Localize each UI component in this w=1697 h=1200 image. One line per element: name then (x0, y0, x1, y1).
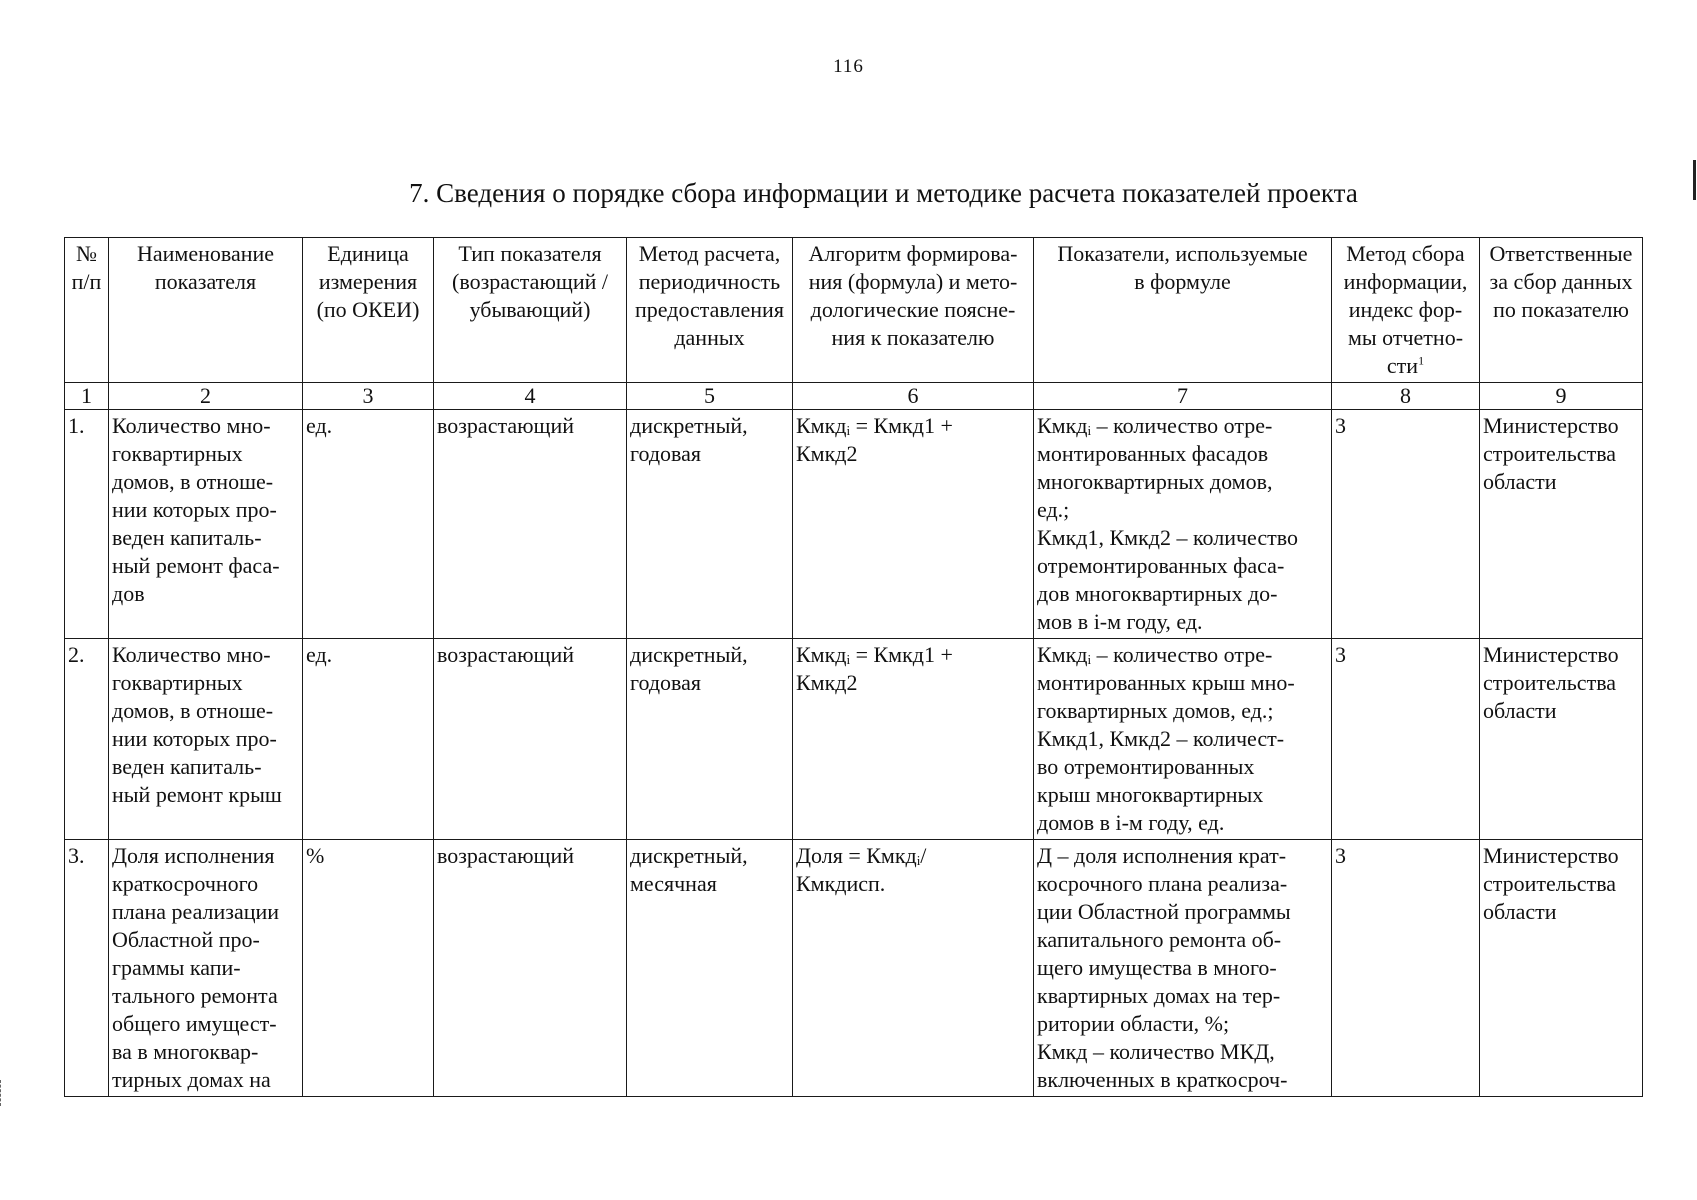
header-responsible-line: по показателю (1493, 297, 1629, 322)
responsible-cell-line: области (1483, 899, 1557, 924)
vars-cell-line: косрочного плана реализа- (1037, 871, 1288, 896)
type-cell: возрастающий (434, 639, 627, 840)
vars-cell-line: Кмкд – количество МКД, (1037, 1039, 1275, 1064)
row-number: 3. (65, 840, 109, 1097)
header-type-line: убывающий) (469, 297, 591, 322)
method-cell (627, 410, 793, 639)
scan-edge-mark (1693, 160, 1696, 200)
header-vars (1034, 238, 1332, 383)
indicator-name-line: Доля исполнения (112, 843, 275, 868)
responsible-cell (1480, 639, 1643, 840)
column-number: 1 (65, 383, 109, 410)
vars-cell-line: домов в i-м году, ед. (1037, 810, 1225, 835)
responsible-cell (1480, 410, 1643, 639)
formula-cell-line: Кмкдисп. (796, 871, 886, 896)
header-method-line: периодичность (638, 269, 781, 294)
indicator-name-line: плана реализации (112, 899, 280, 924)
column-number: 6 (793, 383, 1034, 410)
indicator-name-line: ный ремонт крыш (112, 782, 282, 807)
footnote-mark: 1 (1418, 353, 1425, 368)
header-method-line: предоставления (635, 297, 784, 322)
column-number-row (65, 383, 1643, 410)
indicator-name-line: ный ремонт фаса- (112, 553, 280, 578)
method-cell (627, 840, 793, 1097)
header-unit-line: (по ОКЕИ) (316, 297, 420, 322)
indicator-name-line: ва в многоквар- (112, 1039, 259, 1064)
collection-cell: 3 (1332, 639, 1480, 840)
section-title: 7. Сведения о порядке сбора информации и методике расчета показателей проекта (409, 178, 1358, 208)
vars-cell (1034, 840, 1332, 1097)
indicator-name-line: веден капиталь- (112, 525, 262, 550)
responsible-cell (1480, 840, 1643, 1097)
vars-cell-line: многоквартирных домов, (1037, 469, 1273, 494)
vars-cell-line: монтированных фасадов (1037, 441, 1269, 466)
column-number: 7 (1034, 383, 1332, 410)
page-number: 116 (833, 56, 864, 77)
header-type (434, 238, 627, 383)
header-method (627, 238, 793, 383)
header-unit (303, 238, 434, 383)
responsible-cell-line: области (1483, 698, 1557, 723)
indicator-name (109, 410, 303, 639)
vars-cell-line: щего имущества в много- (1037, 955, 1277, 980)
method-cell-line: дискретный, (630, 413, 748, 438)
vars-cell-line: мов в i-м году, ед. (1037, 609, 1203, 634)
vars-cell-line: Кмкдᵢ – количество отре- (1037, 413, 1273, 438)
indicator-name-line: домов, в отноше- (112, 469, 274, 494)
method-cell (627, 639, 793, 840)
vars-cell-line: гоквартирных домов, ед.; (1037, 698, 1274, 723)
unit-cell: ед. (303, 639, 434, 840)
header-formula-line: Алгоритм формирова- (808, 241, 1018, 266)
vars-cell-line: квартирных домах на тер- (1037, 983, 1281, 1008)
unit-cell: % (303, 840, 434, 1097)
indicators-table (64, 237, 1643, 1097)
indicator-name-line: общего имущест- (112, 1011, 277, 1036)
responsible-cell-line: области (1483, 469, 1557, 494)
indicator-name-line: Количество мно- (112, 642, 271, 667)
method-cell-line: годовая (630, 670, 702, 695)
scan-margin-tick (0, 1080, 4, 1106)
header-collection-line: информации, (1343, 269, 1468, 294)
header-responsible (1480, 238, 1643, 383)
collection-cell: 3 (1332, 410, 1480, 639)
indicator-name-line: краткосрочного (112, 871, 259, 896)
vars-cell-line: во отремонтированных (1037, 754, 1255, 779)
column-number: 2 (109, 383, 303, 410)
responsible-cell-line: строительства (1483, 871, 1617, 896)
header-collection (1332, 238, 1480, 383)
header-formula-line: дологические поясне- (810, 297, 1016, 322)
header-name (109, 238, 303, 383)
table-row (65, 639, 1643, 840)
vars-cell-line: отремонтированных фаса- (1037, 553, 1285, 578)
indicator-name-line: домов, в отноше- (112, 698, 274, 723)
header-method-line: данных (674, 325, 745, 350)
indicator-name (109, 639, 303, 840)
indicator-name (109, 840, 303, 1097)
indicator-name-line: дов (112, 581, 145, 606)
vars-cell-line: ции Областной программы (1037, 899, 1291, 924)
type-cell: возрастающий (434, 840, 627, 1097)
vars-cell-line: Д – доля исполнения крат- (1037, 843, 1287, 868)
header-method-line: Метод расчета, (638, 241, 781, 266)
header-formula-line: ния к показателю (831, 325, 995, 350)
header-vars-line: Показатели, используемые (1057, 241, 1308, 266)
type-cell: возрастающий (434, 410, 627, 639)
indicator-name-line: тирных домах на (112, 1067, 271, 1092)
column-number: 5 (627, 383, 793, 410)
responsible-cell-line: Министерство (1483, 413, 1619, 438)
column-number: 4 (434, 383, 627, 410)
header-responsible-line: за сбор данных (1489, 269, 1633, 294)
vars-cell-line: Кмкдᵢ – количество отре- (1037, 642, 1273, 667)
table-body (65, 410, 1643, 1097)
vars-cell-line: монтированных крыш мно- (1037, 670, 1295, 695)
header-num-line: п/п (71, 269, 102, 294)
vars-cell-line: дов многоквартирных до- (1037, 581, 1278, 606)
formula-cell-line: Кмкдᵢ = Кмкд1 + (796, 642, 953, 667)
indicator-name-line: Областной про- (112, 927, 260, 952)
column-number: 9 (1480, 383, 1643, 410)
header-row (65, 238, 1643, 383)
header-collection-line: сти$^1$ (1386, 353, 1425, 378)
header-unit-line: измерения (318, 269, 418, 294)
table-row (65, 840, 1643, 1097)
indicator-name-line: гоквартирных (112, 441, 243, 466)
vars-cell-line: ед.; (1037, 497, 1070, 522)
header-collection-line: мы отчетно- (1347, 325, 1464, 350)
header-name-line: показателя (154, 269, 257, 294)
vars-cell (1034, 639, 1332, 840)
indicator-name-line: нии которых про- (112, 726, 277, 751)
method-cell-line: месячная (630, 871, 717, 896)
header-unit-line: Единица (327, 241, 409, 266)
formula-cell (793, 410, 1034, 639)
header-vars-line: в формуле (1134, 269, 1231, 294)
vars-cell-line: Кмкд1, Кмкд2 – количест- (1037, 726, 1285, 751)
vars-cell-line: крыш многоквартирных (1037, 782, 1264, 807)
column-number: 8 (1332, 383, 1480, 410)
row-number: 1. (65, 410, 109, 639)
header-name-line: Наименование (136, 241, 275, 266)
formula-cell-line: Кмкд2 (796, 670, 858, 695)
vars-cell-line: капитального ремонта об- (1037, 927, 1282, 952)
column-number: 3 (303, 383, 434, 410)
method-cell-line: дискретный, (630, 843, 748, 868)
header-collection-line: Метод сбора (1346, 241, 1465, 266)
vars-cell-line: ритории области, %; (1037, 1011, 1230, 1036)
header-num-line: № (76, 241, 97, 266)
header-type-line: (возрастающий / (452, 269, 608, 294)
header-type-line: Тип показателя (458, 241, 602, 266)
formula-cell-line: Кмкдᵢ = Кмкд1 + (796, 413, 953, 438)
responsible-cell-line: строительства (1483, 670, 1617, 695)
vars-cell (1034, 410, 1332, 639)
collection-cell: 3 (1332, 840, 1480, 1097)
indicator-name-line: тального ремонта (112, 983, 278, 1008)
row-number: 2. (65, 639, 109, 840)
responsible-cell-line: Министерство (1483, 642, 1619, 667)
vars-cell-line: Кмкд1, Кмкд2 – количество (1037, 525, 1298, 550)
formula-cell (793, 639, 1034, 840)
vars-cell-line: включенных в краткосроч- (1037, 1067, 1288, 1092)
table-row (65, 410, 1643, 639)
header-responsible-line: Ответственные (1489, 241, 1633, 266)
header-formula (793, 238, 1034, 383)
method-cell-line: дискретный, (630, 642, 748, 667)
responsible-cell-line: Министерство (1483, 843, 1619, 868)
indicator-name-line: нии которых про- (112, 497, 277, 522)
formula-cell-line: Кмкд2 (796, 441, 858, 466)
header-num (65, 238, 109, 383)
formula-cell (793, 840, 1034, 1097)
indicator-name-line: граммы капи- (112, 955, 241, 980)
header-formula-line: ния (формула) и мето- (808, 269, 1018, 294)
formula-cell-line: Доля = Кмкдᵢ/ (796, 843, 927, 868)
responsible-cell-line: строительства (1483, 441, 1617, 466)
unit-cell: ед. (303, 410, 434, 639)
indicator-name-line: Количество мно- (112, 413, 271, 438)
indicator-name-line: гоквартирных (112, 670, 243, 695)
indicator-name-line: веден капиталь- (112, 754, 262, 779)
header-collection-line: индекс фор- (1348, 297, 1463, 322)
method-cell-line: годовая (630, 441, 702, 466)
